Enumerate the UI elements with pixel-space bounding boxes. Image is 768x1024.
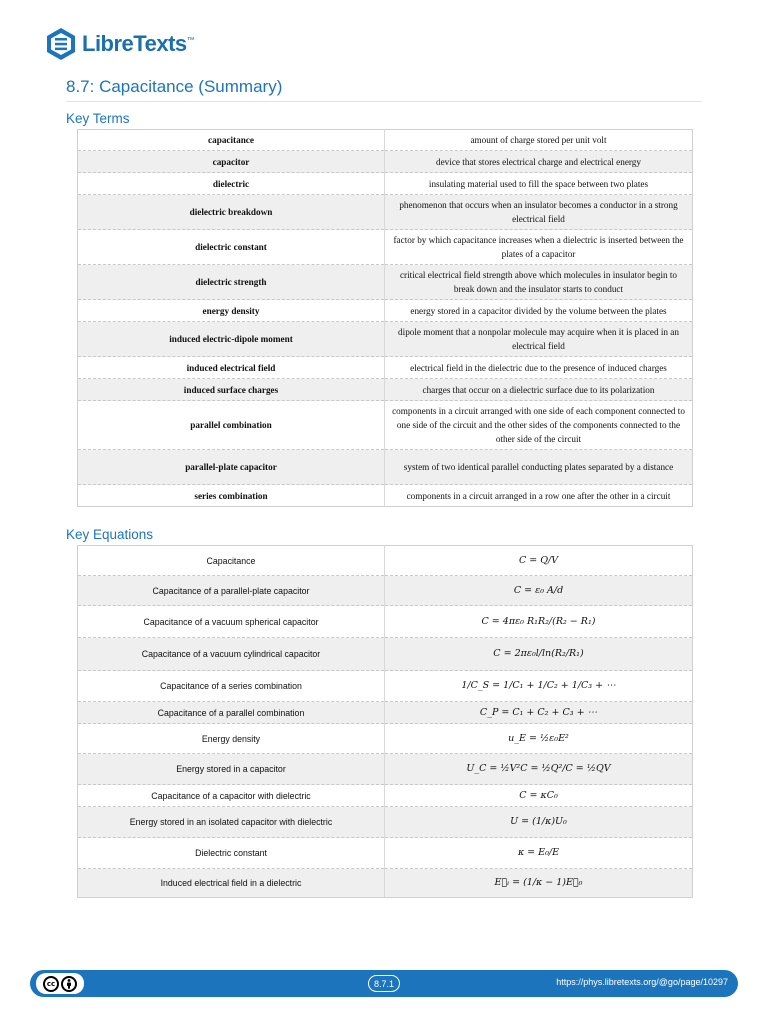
brand-name: LibreTexts (82, 31, 187, 56)
equation-formula: C = 2πε₀l/ln(R₂/R₁) (385, 638, 693, 671)
equation-formula: C = 4πε₀ R₁R₂/(R₂ − R₁) (385, 606, 693, 638)
key-term-definition: electrical field in the dielectric due to the presence of induced charges (385, 357, 693, 379)
key-term-row (78, 195, 693, 230)
key-term-definition: factor by which capacitance increases when a dielectric is inserted between the plates of a capacitor (385, 230, 693, 265)
libretexts-hexagon-icon (46, 27, 76, 61)
key-term-name: capacitance (78, 130, 385, 151)
key-term-row (78, 379, 693, 401)
license-badge[interactable] (36, 973, 84, 994)
key-term-row (78, 322, 693, 357)
equation-name: Energy stored in a capacitor (78, 754, 385, 785)
libretexts-logo[interactable] (46, 26, 194, 62)
key-term-name: parallel combination (78, 401, 385, 450)
equation-formula: E⃗ᵢ = (1/κ − 1)E⃗₀ (385, 869, 693, 898)
key-term-definition: critical electrical field strength above which molecules in insulator begin to break down and the insulator starts to conduct (385, 265, 693, 300)
equation-formula: 1/C_S = 1/C₁ + 1/C₂ + 1/C₃ + ⋯ (385, 671, 693, 702)
key-equation-row (78, 702, 693, 724)
page-title: 8.7: Capacitance (Summary) (66, 77, 283, 96)
footer-bar (30, 970, 738, 997)
equation-name: Energy density (78, 724, 385, 754)
key-terms-body (78, 130, 693, 507)
equation-name: Energy stored in an isolated capacitor with dielectric (78, 807, 385, 838)
key-equation-row (78, 807, 693, 838)
key-term-name: dielectric breakdown (78, 195, 385, 230)
equation-formula: C_P = C₁ + C₂ + C₃ + ⋯ (385, 702, 693, 724)
key-term-name: induced electrical field (78, 357, 385, 379)
key-term-name: capacitor (78, 151, 385, 173)
key-equation-row (78, 754, 693, 785)
key-term-row (78, 450, 693, 485)
equation-formula: U = (1/κ)U₀ (385, 807, 693, 838)
key-term-row (78, 173, 693, 195)
key-terms-heading: Key Terms (66, 111, 130, 126)
key-equation-row (78, 724, 693, 754)
key-term-name: dielectric (78, 173, 385, 195)
key-equation-row (78, 638, 693, 671)
equation-name: Capacitance of a parallel-plate capacitor (78, 576, 385, 606)
key-term-definition: energy stored in a capacitor divided by the volume between the plates (385, 300, 693, 322)
equation-name: Capacitance of a vacuum spherical capacitor (78, 606, 385, 638)
key-term-row (78, 265, 693, 300)
key-equation-row (78, 838, 693, 869)
equation-formula: C = ε₀ A/d (385, 576, 693, 606)
key-term-definition: device that stores electrical charge and electrical energy (385, 151, 693, 173)
equation-formula: C = κC₀ (385, 785, 693, 807)
equation-name: Capacitance of a parallel combination (78, 702, 385, 724)
key-term-definition: components in a circuit arranged with one side of each component connected to one side of the circuit and the other sides of the components connected to the other side of the circuit (385, 401, 693, 450)
key-equations-table (77, 545, 693, 898)
equation-name: Capacitance of a vacuum cylindrical capacitor (78, 638, 385, 671)
equation-name: Capacitance (78, 546, 385, 576)
key-term-row (78, 230, 693, 265)
key-term-definition: charges that occur on a dielectric surface due to its polarization (385, 379, 693, 401)
equation-name: Induced electrical field in a dielectric (78, 869, 385, 898)
key-equations-body (78, 546, 693, 898)
key-term-name: induced surface charges (78, 379, 385, 401)
key-term-row (78, 151, 693, 173)
key-term-row (78, 401, 693, 450)
key-term-definition: phenomenon that occurs when an insulator becomes a conductor in a strong electrical field (385, 195, 693, 230)
key-term-definition: amount of charge stored per unit volt (385, 130, 693, 151)
title-divider (66, 101, 702, 102)
key-term-definition: system of two identical parallel conducting plates separated by a distance (385, 450, 693, 485)
equation-formula: U_C = ½V²C = ½Q²/C = ½QV (385, 754, 693, 785)
key-equations-heading: Key Equations (66, 527, 154, 542)
key-equation-row (78, 576, 693, 606)
cc-icon: cc (43, 976, 59, 992)
equation-name: Capacitance of a capacitor with dielectric (78, 785, 385, 807)
key-term-name: energy density (78, 300, 385, 322)
equation-name: Capacitance of a series combination (78, 671, 385, 702)
key-equation-row (78, 606, 693, 638)
logo-wordmark (82, 31, 194, 57)
equation-name: Dielectric constant (78, 838, 385, 869)
key-equation-row (78, 671, 693, 702)
key-term-row (78, 485, 693, 507)
key-term-name: series combination (78, 485, 385, 507)
key-term-row (78, 130, 693, 151)
key-term-name: parallel-plate capacitor (78, 450, 385, 485)
key-term-row (78, 300, 693, 322)
key-term-definition: components in a circuit arranged in a row one after the other in a circuit (385, 485, 693, 507)
key-term-name: dielectric strength (78, 265, 385, 300)
page-number-badge: 8.7.1 (368, 975, 400, 992)
page-url-link[interactable]: https://phys.libretexts.org/@go/page/10297 (556, 977, 728, 987)
key-term-name: dielectric constant (78, 230, 385, 265)
equation-formula: κ = E₀/E (385, 838, 693, 869)
key-term-row (78, 357, 693, 379)
trademark-mark: ™ (186, 35, 195, 45)
by-icon (61, 976, 77, 992)
equation-formula: C = Q/V (385, 546, 693, 576)
key-term-definition: dipole moment that a nonpolar molecule may acquire when it is placed in an electrical field (385, 322, 693, 357)
key-equation-row (78, 546, 693, 576)
key-equation-row (78, 869, 693, 898)
equation-formula: u_E = ½ε₀E² (385, 724, 693, 754)
key-terms-table (77, 129, 693, 507)
key-equation-row (78, 785, 693, 807)
key-term-definition: insulating material used to fill the space between two plates (385, 173, 693, 195)
key-term-name: induced electric-dipole moment (78, 322, 385, 357)
